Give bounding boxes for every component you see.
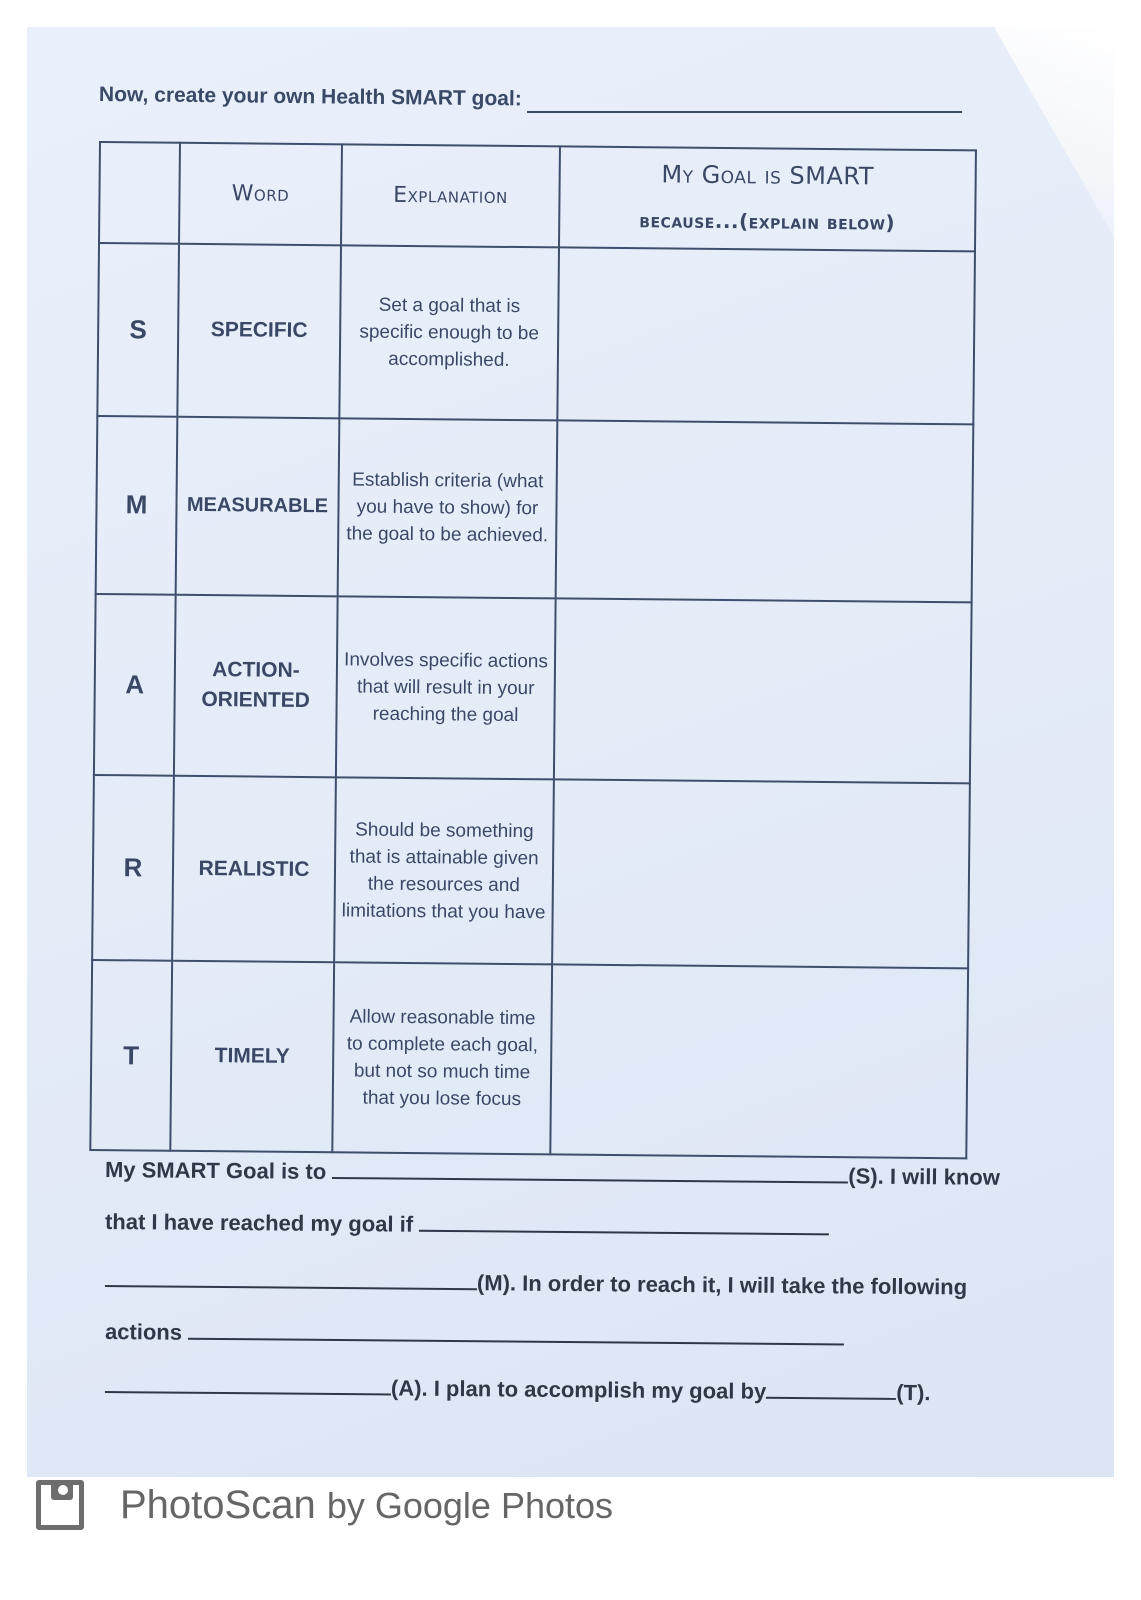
table-row — [96, 416, 974, 602]
blank-timely[interactable] — [766, 1379, 896, 1400]
goal-text-1b: (S). I will know — [848, 1163, 1001, 1190]
goal-line-3 — [105, 1267, 1065, 1301]
goal-text-5c: (T). — [896, 1379, 931, 1406]
table-row — [92, 775, 970, 969]
smart-table — [89, 141, 977, 1159]
photoscan-icon — [36, 1480, 84, 1530]
row-word: REALISTIC — [172, 776, 336, 963]
goal-text-1a: My SMART Goal is to — [104, 1157, 327, 1184]
row-letter: M — [96, 416, 178, 594]
row-word: ACTION-ORIENTED — [174, 594, 338, 777]
goal-text-5b: (A). I plan to accomplish my goal by — [390, 1375, 767, 1404]
row-word: MEASURABLE — [176, 417, 340, 596]
footer-by: by Google Photos — [326, 1484, 614, 1526]
page-fold — [994, 27, 1114, 237]
goal-text-4a: actions — [104, 1319, 183, 1345]
row-explanation: Should be something that is attainable given the resources and limitations that you have — [334, 777, 554, 965]
row-word: SPECIFIC — [177, 244, 341, 419]
table-row — [94, 594, 972, 784]
header-word: Word — [179, 143, 342, 245]
goal-text-2a: that I have reached my goal if — [104, 1209, 414, 1237]
header-goal-line2: because...(explain below) — [639, 208, 896, 236]
blank-specific[interactable] — [332, 1159, 848, 1184]
row-letter: S — [97, 243, 179, 417]
row-word: TIMELY — [170, 961, 334, 1152]
scanned-page — [27, 27, 1114, 1477]
row-explanation: Involves specific actions that will result in your reaching the goal — [336, 596, 556, 780]
goal-text-3b: (M). In order to reach it, I will take the following — [476, 1270, 968, 1300]
row-answer-cell[interactable] — [557, 247, 975, 424]
row-explanation: Set a goal that is specific enough to be accomplished. — [339, 245, 559, 420]
header-blank — [99, 142, 180, 244]
header-explanation: Explanation — [341, 144, 560, 247]
heading-blank-line — [527, 111, 962, 113]
blank-measurable-2[interactable] — [105, 1267, 477, 1290]
row-answer-cell[interactable] — [556, 421, 974, 602]
goal-line-4 — [105, 1319, 1065, 1353]
goal-line-5 — [105, 1373, 1065, 1407]
goal-line-1 — [105, 1157, 1065, 1191]
row-answer-cell[interactable] — [550, 965, 968, 1159]
goal-line-2 — [105, 1209, 1065, 1243]
photoscan-footer — [36, 1480, 613, 1530]
table-header-row — [99, 142, 976, 251]
row-explanation: Establish criteria (what you have to show) for the goal to be achieved. — [338, 418, 558, 597]
row-letter: A — [94, 594, 176, 776]
header-goal-line1: My Goal is SMART — [661, 160, 875, 191]
worksheet-heading: Now, create your own Health SMART goal: — [98, 83, 522, 111]
row-explanation: Allow reasonable time to complete each goal, but not so much time that you lose focus — [332, 963, 552, 1155]
footer-brand-name: PhotoScan — [120, 1482, 316, 1527]
row-letter: R — [92, 775, 174, 961]
blank-actions-2[interactable] — [105, 1373, 391, 1395]
blank-actions-1[interactable] — [188, 1320, 844, 1346]
row-answer-cell[interactable] — [554, 598, 972, 783]
footer-brand — [120, 1483, 613, 1528]
table-row — [97, 243, 975, 425]
header-goal — [559, 146, 976, 251]
row-letter: T — [90, 960, 172, 1150]
row-answer-cell[interactable] — [552, 779, 970, 968]
table-row — [90, 960, 968, 1158]
blank-measurable-1[interactable] — [419, 1212, 829, 1236]
